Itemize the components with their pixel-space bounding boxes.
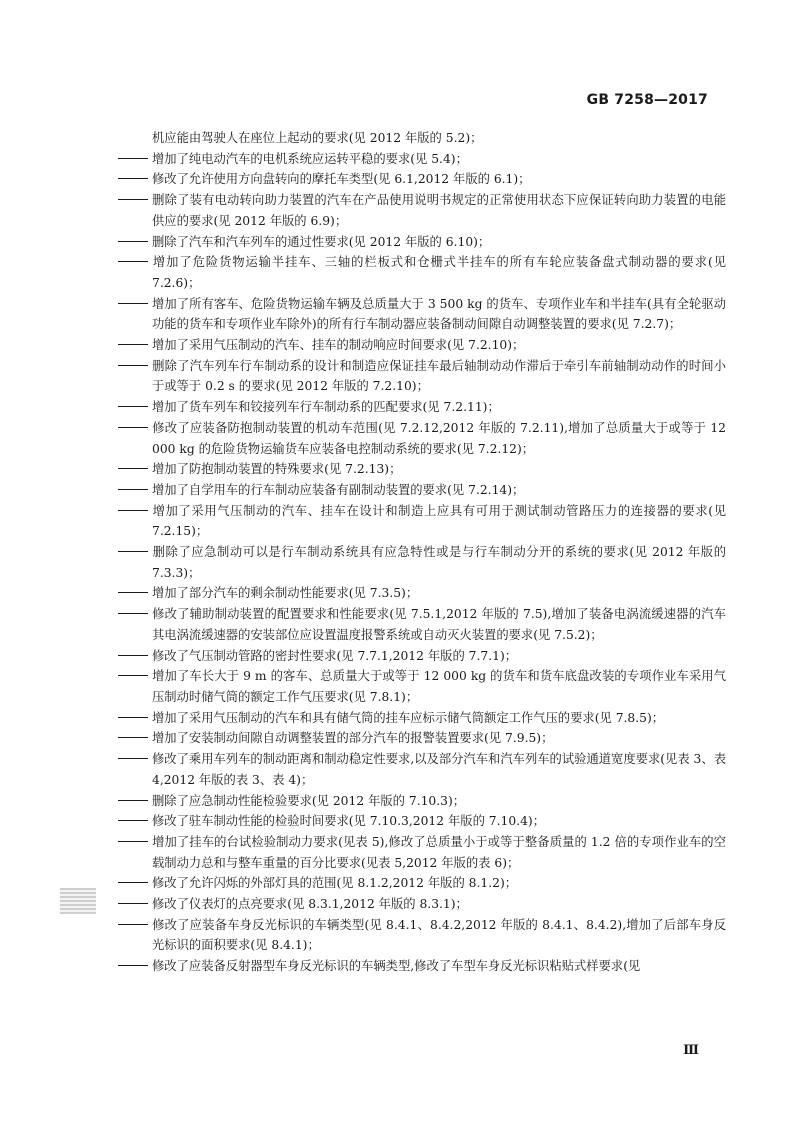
- list-item: [118, 791, 726, 812]
- list-item: [118, 335, 726, 356]
- continuation-text: 机应能由驾驶人在座位上起动的要求(见 2012 年版的 5.2)；: [152, 131, 483, 145]
- dash-marker: [118, 294, 152, 315]
- list-item: [118, 811, 726, 832]
- dash-marker: [118, 728, 152, 749]
- list-item: [118, 501, 726, 542]
- dash-marker: [118, 749, 152, 770]
- list-item: [118, 749, 726, 790]
- list-item-text: 修改了允许使用方向盘转向的摩托车类型(见 6.1,2012 年版的 6.1)；: [152, 172, 531, 187]
- dash-marker: [118, 708, 152, 729]
- list-item: [118, 915, 726, 956]
- list-item: [118, 728, 726, 749]
- list-item: [118, 832, 726, 873]
- list-item-text: 删除了装有电动转向助力装置的汽车在产品使用说明书规定的正常使用状态下应保证转向助力装置的电能供应的要求(见 2012 年版的 6.9)；: [152, 193, 726, 228]
- list-item-text: 增加了挂车的台试检验制动力要求(见表 5),修改了总质量小于或等于整备质量的 1.2 倍的专项作业车的空载制动力总和与整车重量的百分比要求(见表 5,2012 年版的表 6)；: [152, 834, 726, 870]
- list-item: [118, 542, 726, 583]
- dash-marker: [118, 915, 152, 936]
- dash-marker: [118, 646, 152, 667]
- dash-marker: [118, 335, 152, 356]
- list-item: [118, 666, 726, 707]
- list-item-text: 增加了危险货物运输半挂车、三轴的栏板式和仓栅式半挂车的所有车轮应装备盘式制动器的要求(见 7.2.6)；: [152, 255, 726, 290]
- list-item-text: 增加了采用气压制动的汽车、挂车的制动响应时间要求(见 7.2.10)；: [152, 338, 525, 353]
- list-item-text: 增加了纯电动汽车的电机系统应运转平稳的要求(见 5.4)；: [152, 151, 468, 166]
- scan-mark: [60, 888, 96, 914]
- list-item-text: 删除了汽车和汽车列车的通过性要求(见 2012 年版的 6.10)；: [152, 234, 491, 249]
- dash-marker: [118, 832, 152, 853]
- items-container: [118, 149, 726, 977]
- list-item-text: 修改了应装备反射器型车身反光标识的车辆类型,修改了车型车身反光标识粘贴式样要求(见: [152, 959, 641, 974]
- list-item: [118, 252, 726, 293]
- list-item-text: 增加了货车列车和铰接列车行车制动系的匹配要求(见 7.2.11)；: [152, 400, 500, 415]
- list-item: [118, 604, 726, 645]
- dash-marker: [118, 418, 152, 439]
- list-item: [118, 418, 726, 459]
- list-item: [118, 894, 726, 915]
- list-item-text: 修改了辅助制动装置的配置要求和性能要求(见 7.5.1,2012 年版的 7.5),增加了装备电涡流缓速器的汽车其电涡流缓速器的安装部位应设置温度报警系统或自动灭火装置的要求(见 7.5.2)；: [152, 607, 726, 642]
- dash-marker: [118, 149, 152, 170]
- list-item-text: 修改了气压制动管路的密封性要求(见 7.7.1,2012 年版的 7.7.1)；: [152, 648, 518, 663]
- dash-marker: [118, 397, 152, 418]
- dash-marker: [118, 791, 152, 812]
- list-item-text: 增加了车长大于 9 m 的客车、总质量大于或等于 12 000 kg 的货车和货车底盘改装的专项作业车采用气压制动时储气筒的额定工作气压要求(见 7.8.1)；: [152, 669, 726, 704]
- list-item-text: 删除了汽车列车行车制动系的设计和制造应保证挂车最后轴制动动作滞后于牵引车前轴制动动作的时间小于或等于 0.2 s 的要求(见 2012 年版的 7.2.10)；: [152, 358, 726, 394]
- list-item-text: 增加了部分汽车的剩余制动性能要求(见 7.3.5)；: [152, 586, 419, 601]
- dash-marker: [118, 501, 152, 522]
- list-item-text: 增加了防抱制动装置的特殊要求(见 7.2.13)；: [152, 462, 402, 477]
- list-item-text: 增加了安装制动间隙自动调整装置的部分汽车的报警装置要求(见 7.9.5)；: [152, 731, 554, 746]
- dash-marker: [118, 666, 152, 687]
- list-item: [118, 169, 726, 190]
- list-item: [118, 356, 726, 397]
- dash-marker: [118, 356, 152, 377]
- dash-marker: [118, 956, 152, 977]
- standard-code: GB 7258—2017: [586, 92, 708, 108]
- page-number: Ⅲ: [683, 1043, 698, 1058]
- dash-marker: [118, 583, 152, 604]
- list-item-text: 修改了应装备防抱制动装置的机动车范围(见 7.2.12,2012 年版的 7.2.11),增加了总质量大于或等于 12 000 kg 的危险货物运输货车应装备电控制动系统的要求(见 7.2.12)；: [152, 420, 726, 456]
- list-item-text: 修改了仪表灯的点亮要求(见 8.3.1,2012 年版的 8.3.1)；: [152, 897, 468, 912]
- dash-marker: [118, 894, 152, 915]
- list-item: [118, 708, 726, 729]
- list-item-text: 修改了允许闪烁的外部灯具的范围(见 8.1.2,2012 年版的 8.1.2)；: [152, 876, 518, 891]
- list-item-text: 修改了应装备车身反光标识的车辆类型(见 8.4.1、8.4.2,2012 年版的 8.4.1、8.4.2),增加了后部车身反光标识的面积要求(见 8.4.1)；: [152, 917, 726, 953]
- list-item: [118, 873, 726, 894]
- list-item-text: 删除了应急制动性能检验要求(见 2012 年版的 7.10.3)；: [152, 793, 466, 808]
- list-item: [118, 294, 726, 335]
- list-item-text: 修改了乘用车列车的制动距离和制动稳定性要求,以及部分汽车和汽车列车的试验通道宽度要求(见表 3、表 4,2012 年版的表 3、表 4)；: [152, 752, 726, 787]
- dash-marker: [118, 190, 152, 211]
- dash-marker: [118, 232, 152, 253]
- list-item: [118, 149, 726, 170]
- list-item: [118, 480, 726, 501]
- list-item: [118, 646, 726, 667]
- list-item: [118, 459, 726, 480]
- revision-list: [118, 128, 726, 977]
- dash-marker: [118, 480, 152, 501]
- dash-marker: [118, 459, 152, 480]
- dash-marker: [118, 542, 152, 563]
- dash-marker: [118, 604, 152, 625]
- list-item-text: 增加了自学用车的行车制动应装备有副制动装置的要求(见 7.2.14)；: [152, 482, 525, 497]
- list-item-text: 增加了采用气压制动的汽车、挂车在设计和制造上应具有可用于测试制动管路压力的连接器的要求(见 7.2.15)；: [152, 503, 726, 539]
- list-item-text: 修改了驻车制动性能的检验时间要求(见 7.10.3,2012 年版的 7.10.4)；: [152, 814, 545, 829]
- list-item-text: 删除了应急制动可以是行车制动系统具有应急特性或是与行车制动分开的系统的要求(见 2012 年版的 7.3.3)；: [152, 545, 726, 580]
- list-item: [118, 956, 726, 977]
- dash-marker: [118, 169, 152, 190]
- list-item: [118, 397, 726, 418]
- dash-marker: [118, 873, 152, 894]
- list-item-text: 增加了所有客车、危险货物运输车辆及总质量大于 3 500 kg 的货车、专项作业车和半挂车(具有全轮驱动功能的货车和专项作业车除外)的所有行车制动器应装备制动间隙自动调整装置的要求(见 7.2.7)；: [152, 296, 726, 332]
- list-item: [118, 190, 726, 231]
- list-item: [118, 232, 726, 253]
- dash-marker: [118, 811, 152, 832]
- dash-marker: [118, 252, 152, 273]
- list-item: [118, 583, 726, 604]
- list-item-text: 增加了采用气压制动的汽车和具有储气筒的挂车应标示储气筒额定工作气压的要求(见 7.8.5)；: [152, 710, 665, 725]
